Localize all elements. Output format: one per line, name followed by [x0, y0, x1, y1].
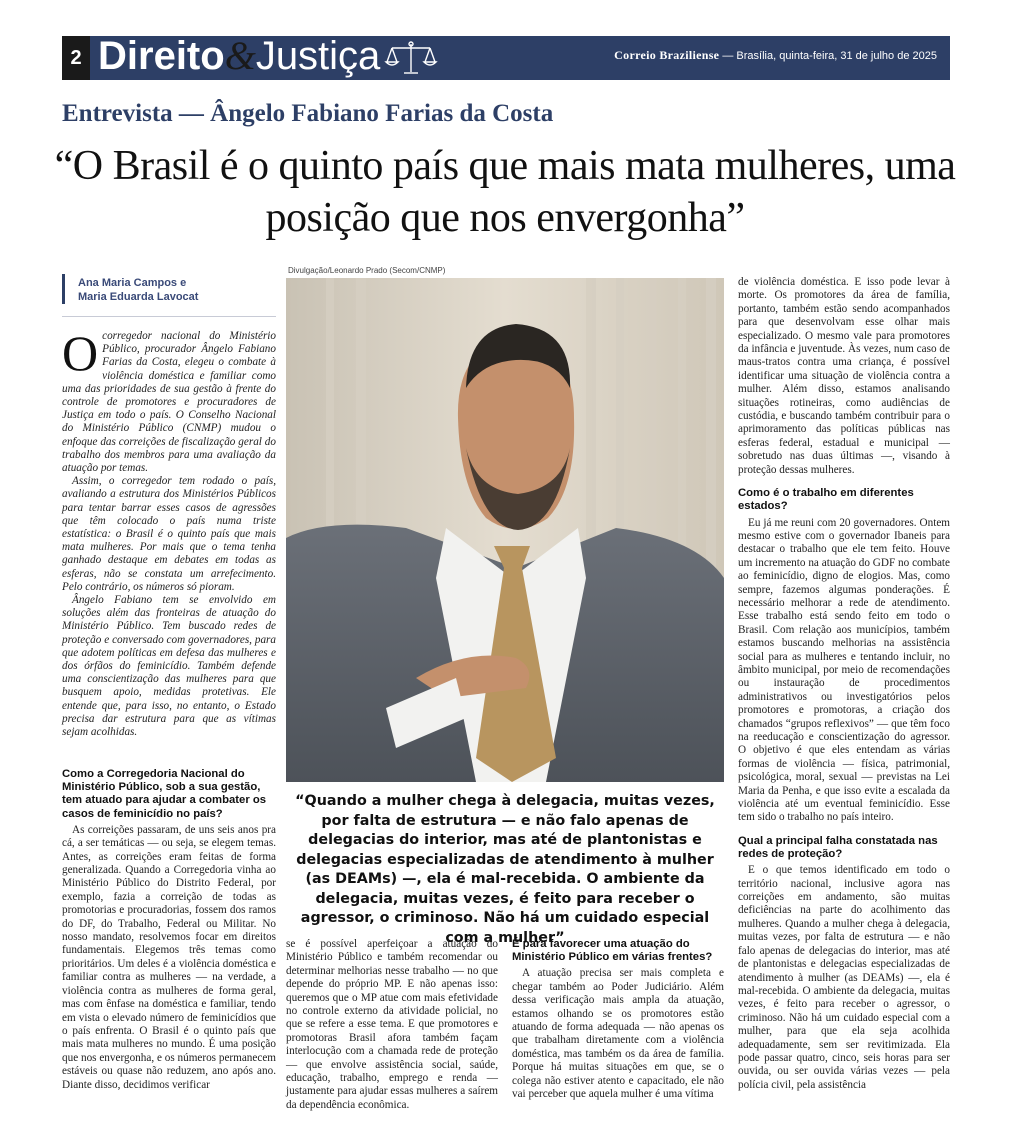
drop-cap: O [62, 325, 99, 381]
qa-column-4 [738, 276, 950, 1092]
edition-date: — Brasília, quinta-feira, 31 de julho de 2025 [719, 50, 937, 62]
byline-author-1: Ana Maria Campos e [78, 277, 187, 289]
intro-text [62, 325, 276, 739]
question-2: É para favorecer uma atuação do Ministério Público em várias frentes? [512, 938, 713, 964]
section-ampersand: & [224, 33, 256, 78]
intro-paragraph-1: Ocorregedor nacional do Ministério Público, procurador Ângelo Fabiano Farias da Costa, elegeu o combate à violência doméstica e familiar como uma das prioridades de sua gestão à frente do controle de promotores e procuradores de Justiça em todo o país. O Conselho Nacional do Ministério Público (CNMP) mudou o enfoque das correições de fiscalização geral do trabalho dos membros para uma avaliação da atuação por temas. [62, 325, 276, 475]
question-1: Como a Corregedoria Nacional do Ministério Público, sob a sua gestão, tem atuado para ajudar a combater os casos de feminicídio no país? [62, 768, 267, 820]
intro-paragraph-2: Assim, o corregedor tem rodado o país, avaliando a estrutura dos Ministérios Públicos para tentar barrar esses casos de agressões que têm colocado o país numa triste estatística: o Brasil é o quinto país que mais mata mulheres. Por mais que o tema tenha ganhado destaque em debates em todas as esferas, não se constata um arrefecimento. Pelo contrário, os números só pioram. [62, 475, 276, 593]
answer-1-continued: se é possível aperfeiçoar a atuação do Ministério Público e também recomendar ou determinar melhorias nesse trabalho — no que depende do próprio MP. E não apenas isso: queremos que o MP atue com mais efetividade no controle externo da atividade policial, no que se refere a esse tema. E que promotores e promotoras Brasil afora também façam interlocução com a chamada rede de proteção — que envolve assistência social, saúde, educação, trabalho, emprego e renda — justamente para ajudar essas mulheres a saírem da dependência econômica. [286, 938, 498, 1111]
byline-divider [62, 316, 276, 317]
byline-accent [62, 274, 65, 304]
section-word-justica: Justiça [255, 34, 381, 78]
interviewee-photo [286, 278, 724, 782]
qa-column-1 [62, 768, 276, 1092]
answer-2: A atuação precisa ser mais completa e chegar também ao Poder Judiciário. Além dessa verificação mais ampla da atuação, estamos olhando se os promotores estão atuando de forma adequada — não apenas os que trabalham diretamente com a violência doméstica, mas também os da área de família. Porque há muitas situações em que, se o colega não estiver atento e capacitado, ele não vai perceber que aquela mulher é uma vítima [512, 967, 724, 1101]
answer-1: As correições passaram, de uns seis anos pra cá, a ser temáticas — ou seja, se elegem temas. Antes, as correições eram feitas de forma generalizada. Quando a Corregedoria vinha ao Ministério Público do Distrito Federal, por exemplo, fazia a correição de todas as promotorias e procuradorias, fossem dos ramos do DF, do Trabalho, Federal ou Militar. No nosso mandato, resolvemos focar em direitos fundamentais. Elegemos três temas como prioritários. Um deles é a violência doméstica e familiar contra as mulheres — na verdade, a violência contra as mulheres de forma geral, mas com ênfase na doméstica e familiar, tendo em vista o elevado número de feminicídios que o país enfrenta. O Brasil é o quinto país que mais mata mulheres no mundo. É uma posição que nos envergonha, e os números permanecem estáveis ou quase não reduzem, ano após ano. Diante disso, decidimos verificar [62, 823, 276, 1091]
portrait-illustration [286, 278, 724, 782]
newspaper-name[interactable]: Correio Braziliense [614, 48, 720, 62]
intro-paragraph-3: Ângelo Fabiano tem se envolvido em soluções além das fronteiras de atuação do Ministério Público. Tem buscado redes de proteção e conversado com governadores, para que adotem políticas em defesa das mulheres e dos órfãos do feminicídio. Também defende uma conscientização das mulheres para que busquem apoio, medidas protetivas. Ele entende que, para isso, no entanto, o Estado precisa dar estrutura para que as vítimas sejam acolhidas. [62, 594, 276, 739]
answer-3: Eu já me reuni com 20 governadores. Ontem mesmo estive com o governador Ibaneis para destacar o trabalho que ele tem feito. Houve um incremento na atuação do GDF no combate ao feminicídio, digno de elogios. Mas, como sempre, fazemos algumas ponderações. É necessário melhorar a rede de atendimento. Esse trabalho está sendo feito em todo o Brasil. Com relação aos municípios, também estamos buscando melhorias na assistência social para as mulheres e tentando incluir, no âmbito municipal, por meio de recomendações ou instauração de procedimentos administrativos ou investigatórios pelos promotores e promotoras, a criação dos chamados “grupos reflexivos” — que têm foco na reeducação e conscientização do agressor. O objetivo é que eles entendam as várias formas de violência — física, patrimonial, psicológica, moral, sexual — previstas na Lei Maria da Penha, e que isso evite a escalada da violência até um eventual feminicídio. Esse tem sido o trabalho no país inteiro. [738, 516, 950, 824]
answer-2-continued: de violência doméstica. E isso pode levar à morte. Os promotores da área de família, portanto, também estão sendo acompanhados para que desenvolvam esse olhar mais especializado. O mesmo vale para promotores da infância e juventude. Às vezes, num caso de maus-tratos contra uma criança, é possível identificar uma situação de violência contra a mulher. Além disso, estamos analisando situações rotineiras, como audiências de custódia, e buscando também contribuir para o aprimoramento das políticas públicas nas esferas federal, estadual e municipal — sobretudo nas duas últimas —, visando à proteção dessas mulheres. [738, 276, 950, 476]
section-word-direito: Direito [98, 34, 225, 78]
dateline [614, 48, 937, 63]
headline: “O Brasil é o quinto país que mais mata mulheres, uma posição que nos envergonha” [54, 143, 956, 241]
question-4: Qual a principal falha constatada nas redes de proteção? [738, 834, 938, 861]
photo-credit: Divulgação/Leonardo Prado (Secom/CNMP) [288, 266, 446, 275]
page-number: 2 [62, 36, 90, 80]
section-title [98, 30, 380, 82]
byline [78, 276, 198, 304]
qa-column-3 [512, 938, 724, 1101]
qa-column-2 [286, 938, 498, 1112]
pull-quote: “Quando a mulher chega à delegacia, muitas vezes, por falta de estrutura — e não falo apenas de delegacias do interior, mas até de plantonistas e delegacias especializadas de atendimento à mulher (as DEAMs) —, ela é mal-recebida. O ambiente da delegacia, muitas vezes, é feito para receber o agressor, o criminoso. Não há um cuidado especial com a mulher” [295, 793, 715, 946]
answer-4: E o que temos identificado em todo o território nacional, inclusive agora nas correições em andamento, são muitas deficiências na parte do acolhimento das mulheres. Quando a mulher chega à delegacia, muitas vezes, por falta de estrutura — e não falo apenas de delegacias do interior, mas até de plantonistas e delegacias especializadas de atendimento à mulher (as DEAMs) —, ela é mal-recebida. O ambiente da delegacia, muitas vezes, é feito para receber o agressor, o criminoso. Não há um cuidado especial com a mulher, para que ela seja acolhida adequadamente, sem ser revitimizada. Ela pode passar quatro, cinco, seis horas para ser ouvida, ou ser ouvida várias vezes — pela polícia civil, pela assistência [738, 864, 950, 1091]
scales-of-justice-icon [384, 40, 438, 76]
interview-kicker: Entrevista — Ângelo Fabiano Farias da Costa [62, 100, 554, 127]
question-3: Como é o trabalho em diferentes estados? [738, 487, 914, 513]
byline-author-2: Maria Eduarda Lavocat [78, 291, 199, 303]
